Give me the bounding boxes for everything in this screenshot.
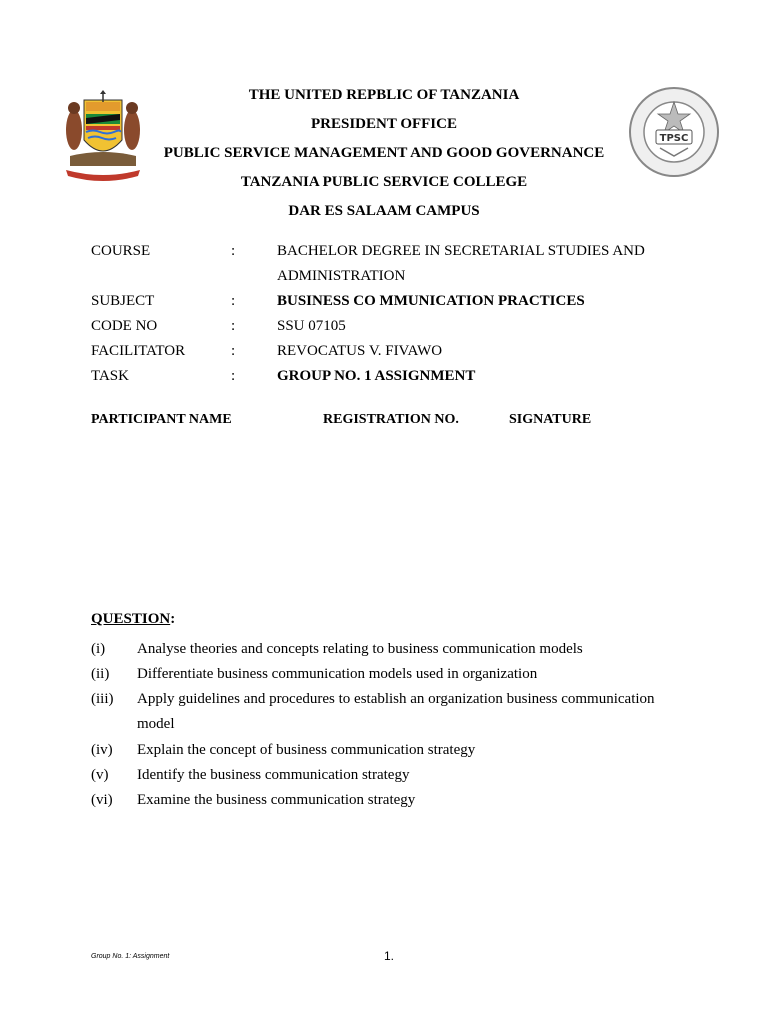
task-value: GROUP NO. 1 ASSIGNMENT [277, 368, 476, 384]
question-item-number: (i) [91, 641, 106, 657]
footer-label: Group No. 1: Assignment [91, 953, 170, 960]
question-item-number: (vi) [91, 792, 113, 808]
question-item-text: Examine the business communication strategy [137, 792, 416, 808]
question-item-text: Identify the business communication strategy [137, 767, 410, 783]
header-campus: DAR ES SALAAM CAMPUS [288, 203, 480, 219]
facilitator-label: FACILITATOR [91, 343, 186, 359]
question-item-text-cont: model [137, 716, 175, 732]
facilitator-colon: : [231, 343, 236, 359]
question-item-number: (v) [91, 767, 109, 783]
seal-text: TPSC [659, 133, 689, 144]
code-value: SSU 07105 [277, 318, 346, 334]
question-heading [91, 611, 175, 628]
course-value-cont: ADMINISTRATION [277, 268, 406, 284]
subject-colon: : [231, 293, 236, 309]
question-item-text: Apply guidelines and procedures to establish an organization business communication [137, 691, 655, 707]
facilitator-value: REVOCATUS V. FIVAWO [277, 343, 443, 359]
question-item-text: Differentiate business communication models used in organization [137, 666, 538, 682]
page-number: 1. [384, 949, 395, 963]
header-college: TANZANIA PUBLIC SERVICE COLLEGE [240, 174, 528, 190]
question-colon: : [170, 611, 176, 627]
registration-no-header: REGISTRATION NO. [323, 412, 459, 427]
header-country: THE UNITED REPBLIC OF TANZANIA [248, 87, 520, 103]
question-item-text: Analyse theories and concepts relating to business communication models [137, 641, 583, 657]
code-label: CODE NO [91, 318, 158, 334]
course-colon: : [231, 243, 236, 259]
code-colon: : [231, 318, 236, 334]
participant-name-header: PARTICIPANT NAME [91, 412, 232, 427]
course-value: BACHELOR DEGREE IN SECRETARIAL STUDIES AND [277, 243, 645, 259]
task-label: TASK [91, 368, 129, 384]
subject-value: BUSINESS CO MMUNICATION PRACTICES [277, 293, 585, 309]
header-ministry: PUBLIC SERVICE MANAGEMENT AND GOOD GOVERNANCE [163, 145, 605, 161]
signature-header: SIGNATURE [509, 412, 592, 427]
course-label: COURSE [91, 243, 151, 259]
question-item-number: (iv) [91, 742, 113, 758]
question-item-text: Explain the concept of business communication strategy [137, 742, 476, 758]
question-title: QUESTION [91, 611, 171, 627]
subject-label: SUBJECT [91, 293, 155, 309]
question-item-number: (iii) [91, 691, 114, 707]
header-office: PRESIDENT OFFICE [310, 116, 457, 132]
question-item-number: (ii) [91, 666, 110, 682]
task-colon: : [231, 368, 236, 384]
